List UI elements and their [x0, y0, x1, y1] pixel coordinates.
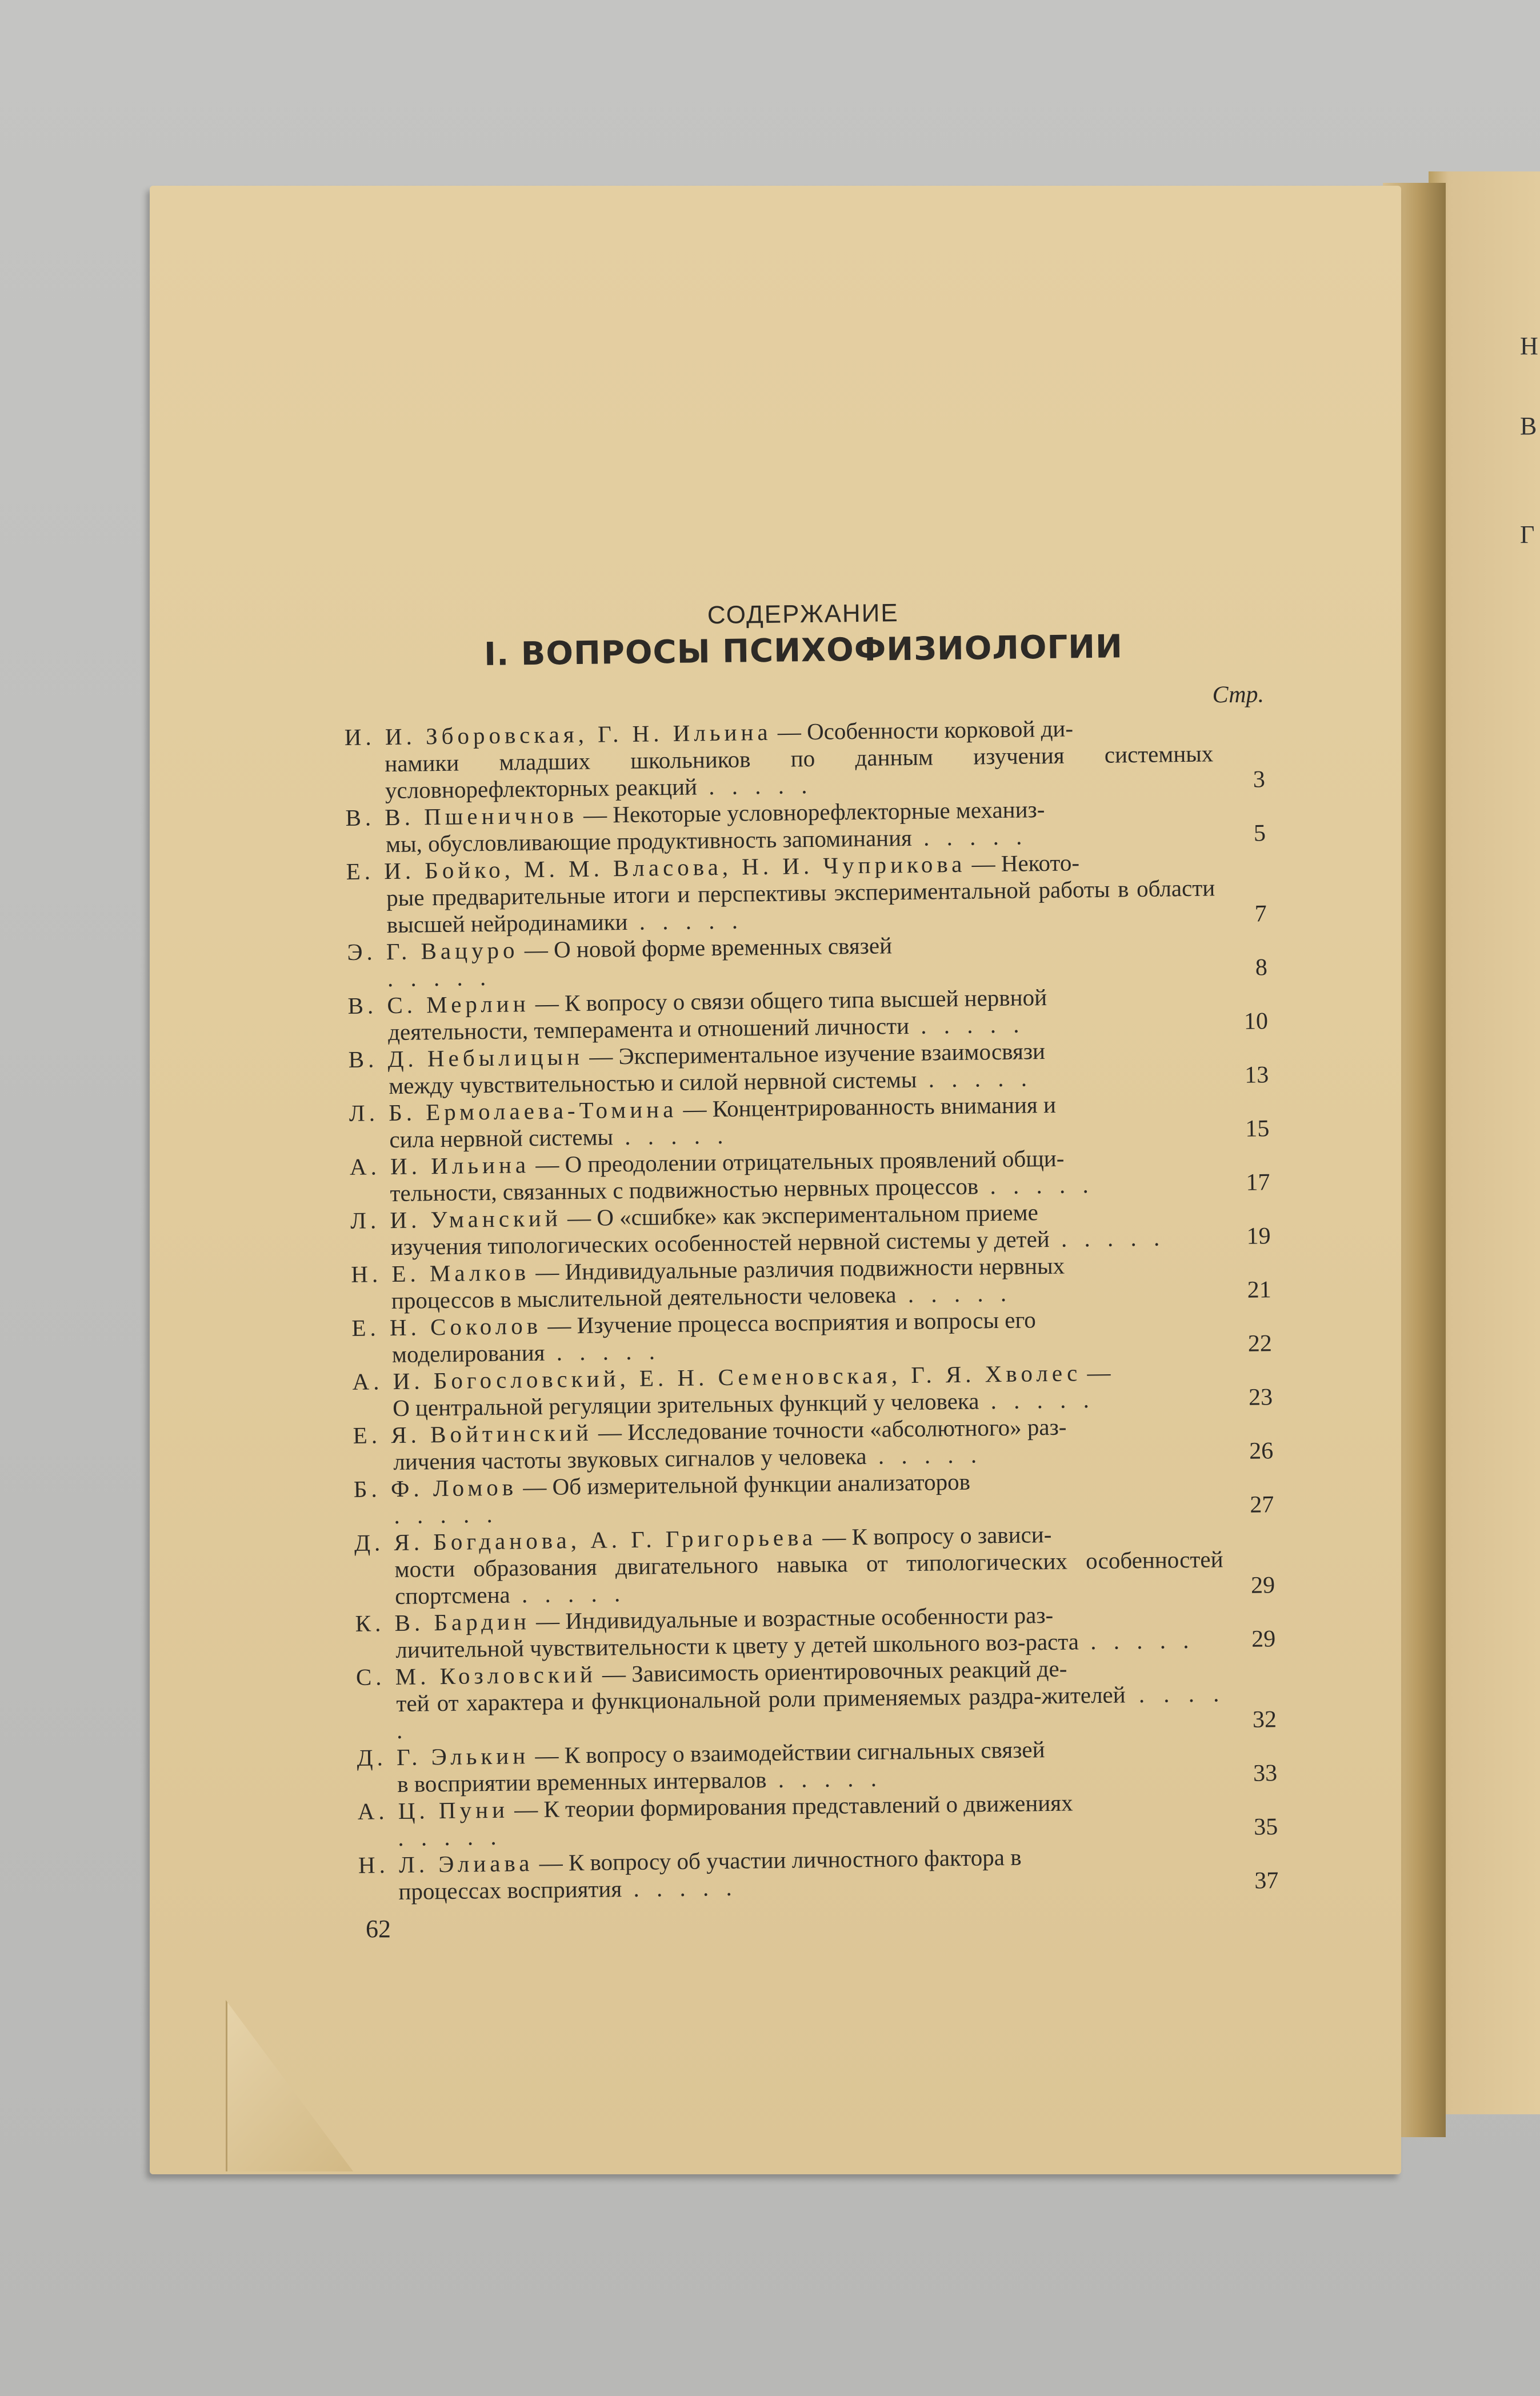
toc-entry-title: — Об измерительной функции анализаторов — [523, 1468, 971, 1501]
toc-entry-title-continued: тей от характера и функциональной роли применяемых раздра-жителей — [396, 1681, 1126, 1717]
toc-entry-page: 21 — [1247, 1277, 1272, 1303]
toc-entry-title: — Некото- — [971, 849, 1080, 877]
toc-entry-title: — Изучение процесса восприятия и вопросы его — [547, 1306, 1037, 1339]
toc-entry — [356, 1653, 1277, 1745]
leader-dots: . . . . . — [1078, 1626, 1195, 1655]
leader-dots: . . . . . — [766, 1765, 883, 1793]
toc-entry-author: В. В. Пшеничнов — [345, 802, 578, 831]
toc-entry-page: 33 — [1253, 1760, 1278, 1787]
toc-entry-title: — Экспериментальное изучение взаимосвязи — [589, 1038, 1046, 1070]
toc-entry — [358, 1841, 1279, 1906]
toc-entry-author: Е. И. Бойко, М. М. Власова, Н. И. Чуприкова — [346, 850, 966, 885]
leader-dots: . . . . . — [398, 1823, 502, 1851]
leader-dots: . . . . . — [917, 1065, 1033, 1093]
toc-entry-title-continued: намики младших школьников по данным изучения системных условнорефлекторных реакций — [385, 740, 1214, 804]
toc-entry-page: 29 — [1250, 1572, 1275, 1599]
toc-entry-title-continued: процессах восприятия — [398, 1875, 622, 1905]
toc-entry-title: — Некоторые условнорефлекторные механиз- — [583, 796, 1045, 828]
toc-entry-title: — — [1087, 1359, 1111, 1386]
toc-entry-title: — Исследование точности «абсолютного» раз- — [598, 1413, 1067, 1446]
toc-entry-title-continued: процессов в мыслительной деятельности человека — [391, 1281, 897, 1314]
leader-dots: . . . . . — [510, 1580, 626, 1608]
toc-entry-title-continued: в восприятии временных интервалов — [397, 1766, 767, 1797]
toc-entry-author: Д. Г. Элькин — [357, 1742, 530, 1771]
leader-dots: . . . . . — [909, 1011, 1025, 1039]
toc-entry-page: 27 — [1250, 1491, 1274, 1518]
toc-entry-author: А. И. Ильина — [349, 1151, 530, 1180]
leader-dots: . . . . . — [978, 1171, 1094, 1199]
toc-entry-title-continued: между чувствительностью и силой нервной системы — [388, 1066, 917, 1099]
toc-entry-title-continued: деятельности, темперамента и отношений личности — [387, 1012, 910, 1046]
toc-entry-title-continued: личения частоты звуковых сигналов у человека — [393, 1442, 867, 1475]
toc-entry-page: 23 — [1248, 1384, 1273, 1411]
toc-heading: СОДЕРЖАНИЕ — [707, 599, 899, 630]
toc-entry-page: 7 — [1254, 901, 1267, 927]
leader-dots: . . . . . — [896, 1279, 1013, 1308]
toc-entry-title-continued: тельности, связанных с подвижностью нервных процессов — [390, 1173, 979, 1207]
leader-dots: . . . . . — [1049, 1224, 1166, 1252]
toc-entry-author: А. И. Богословский, Е. Н. Семеновская, Г. Я. Хволес — [352, 1359, 1082, 1395]
page-column-label: Стр. — [1212, 681, 1265, 709]
toc-entry-title: — К вопросу о зависи- — [822, 1521, 1052, 1550]
toc-entry — [354, 1518, 1275, 1610]
facing-page-fragment: В — [1520, 412, 1537, 440]
leader-dots: . . . . . — [866, 1441, 983, 1469]
leader-dots: . . . . . — [394, 1501, 498, 1529]
toc-entry-title-continued: сила нервной системы — [389, 1123, 614, 1153]
toc-entry-author: К. В. Бардин — [355, 1608, 531, 1637]
page-number: 62 — [366, 1915, 391, 1943]
toc-entry-author: Д. Я. Богданова, А. Г. Григорьева — [354, 1523, 817, 1556]
toc-entry-page: 8 — [1255, 954, 1268, 981]
toc-entry-title: — К вопросу о взаимодействии сигнальных связей — [535, 1736, 1045, 1769]
leader-dots: . . . . . — [697, 771, 813, 800]
toc-entry-author: Л. Б. Ермолаева-Томина — [349, 1095, 678, 1126]
toc-entry-author: Л. И. Уманский — [350, 1205, 562, 1234]
leader-dots: . . . . . — [613, 1122, 729, 1150]
toc-entry-author: Е. Н. Соколов — [351, 1312, 542, 1341]
toc-entry-title: — О «сшибке» как экспериментальном приеме — [567, 1199, 1039, 1231]
toc-entry-page: 29 — [1251, 1626, 1276, 1653]
toc-entry-author: Б. Ф. Ломов — [353, 1474, 518, 1502]
toc-entry-author: И. И. Зборовская, Г. Н. Ильина — [344, 718, 772, 750]
section-title: I. ВОПРОСЫ ПСИХОФИЗИОЛОГИИ — [483, 628, 1123, 673]
leader-dots: . . . . . — [545, 1338, 661, 1366]
toc-entry-title-continued: рые предварительные итоги и перспективы экспериментальной работы в области высшей нейродинамики — [386, 874, 1215, 938]
toc-entry-title: — Индивидуальные различия подвижности нервных — [535, 1252, 1065, 1285]
toc-entry-page: 17 — [1246, 1169, 1270, 1196]
table-of-contents — [343, 594, 1279, 1905]
toc-entry-title: — Зависимость ориентировочных реакций де- — [602, 1655, 1067, 1687]
toc-entry-title: — К вопросу о связи общего типа высшей нервной — [535, 984, 1047, 1017]
toc-entry-title-continued: мости образования двигательного навыка от типологических особенностей спортсмена — [394, 1546, 1223, 1610]
toc-entry-title: — К теории формирования представлений о движениях — [514, 1789, 1073, 1823]
toc-entry-title: — О преодолении отрицательных проявлений общи- — [535, 1145, 1065, 1178]
toc-entry-author: А. Ц. Пуни — [357, 1796, 509, 1825]
toc-entry-page: 19 — [1246, 1223, 1271, 1250]
toc-entry-author: Е. Я. Войтинский — [353, 1419, 593, 1449]
toc-entry-author: Э. Г. Вацуро — [347, 937, 519, 965]
toc-entry-author: С. М. Козловский — [355, 1661, 597, 1690]
toc-entry-author: В. Д. Небылицын — [348, 1043, 584, 1073]
toc-entry-title: — К вопросу об участии личностного фактора в — [539, 1843, 1022, 1876]
toc-entry-page: 3 — [1253, 766, 1266, 793]
toc-entry-title: — О новой форме временных связей — [524, 932, 893, 963]
leader-dots: . . . . . — [387, 963, 492, 992]
leader-dots: . . . . . — [396, 1680, 1225, 1743]
toc-entry-page: 35 — [1253, 1814, 1278, 1841]
toc-entry-title: — Индивидуальные и возрастные особенности раз- — [535, 1601, 1054, 1634]
toc-entry-title-continued: моделирования — [391, 1339, 545, 1368]
toc-entry-page: 10 — [1243, 1008, 1269, 1035]
toc-entries — [345, 713, 1279, 1906]
toc-entry-page: 26 — [1249, 1438, 1274, 1465]
toc-entry-title-continued: мы, обусловливающие продуктивность запоминания — [385, 824, 913, 858]
toc-entry — [346, 847, 1267, 939]
facing-page-fragment: Н — [1520, 332, 1538, 360]
toc-entry-page: 15 — [1245, 1115, 1270, 1142]
toc-entry — [345, 713, 1266, 805]
facing-page-fragment: Г — [1520, 521, 1535, 549]
toc-entry-title-continued: О центральной регуляции зрительных функций у человека — [392, 1387, 979, 1422]
toc-entry-page: 32 — [1252, 1706, 1277, 1733]
toc-entry-page: 22 — [1247, 1330, 1273, 1357]
toc-entry-title: — Концентрированность внимания и — [683, 1091, 1057, 1122]
toc-entry-author: В. С. Мерлин — [347, 990, 530, 1019]
toc-entry-title-continued: личительной чувствительности к цвету у детей школьного воз-раста — [395, 1628, 1079, 1663]
toc-entry-author: Н. Л. Элиава — [358, 1850, 534, 1878]
leader-dots: . . . . . — [911, 823, 1028, 851]
toc-entry-page: 5 — [1253, 820, 1266, 847]
toc-entry-title: — Особенности корковой ди- — [777, 715, 1074, 745]
toc-entry-page: 13 — [1244, 1062, 1269, 1089]
leader-dots: . . . . . — [627, 907, 744, 935]
leader-dots: . . . . . — [621, 1874, 738, 1902]
toc-entry-author: Н. Е. Малков — [351, 1259, 530, 1287]
toc-entry-page: 37 — [1254, 1867, 1279, 1894]
leader-dots: . . . . . — [979, 1386, 1095, 1414]
toc-entry-title-continued: изучения типологических особенностей нервной системы у детей — [390, 1225, 1050, 1261]
